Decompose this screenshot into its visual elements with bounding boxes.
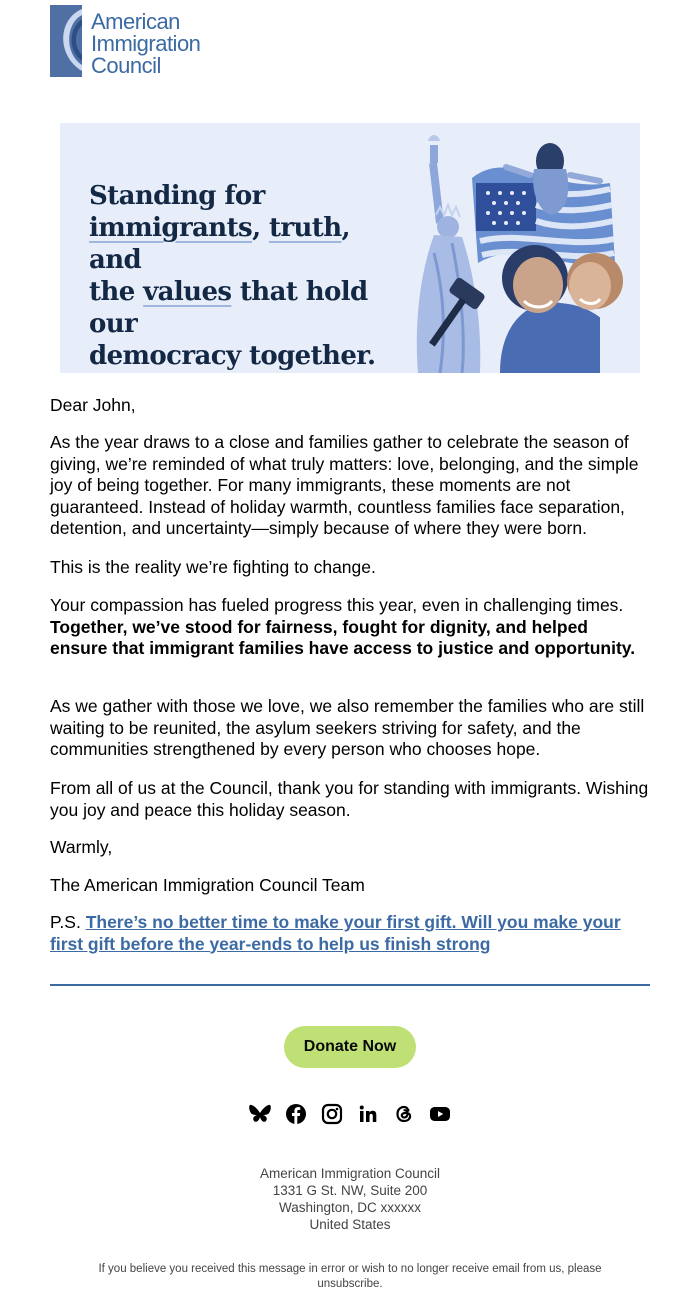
logo-line-2: Immigration: [91, 31, 201, 56]
postscript-prefix: P.S.: [50, 912, 86, 932]
instagram-icon[interactable]: [320, 1102, 344, 1126]
hero-banner: [60, 123, 640, 373]
postscript-donate-link[interactable]: There’s no better time to make your first gift. Will you make your first gift before the year-ends to help us finish strong: [50, 912, 621, 954]
address-city: Washington, DC xxxxxx: [278, 1200, 422, 1215]
paragraph-3-bold: Together, we’ve stood for fairness, fought for dignity, and helped ensure that immigrant families have access to justice and opportunity.: [50, 616, 636, 658]
logo[interactable]: [50, 5, 220, 79]
paragraph-5: From all of us at the Council, thank you for standing with immigrants. Wishing you joy and peace this holiday season.: [50, 778, 649, 820]
statue-illustration: [417, 135, 481, 373]
address-street: 1331 G St. NW, Suite 200: [272, 1183, 428, 1198]
hero-line-4: democracy together.: [89, 341, 376, 371]
paragraph-3-text: Your compassion has fueled progress this year, even in challenging times.: [50, 595, 624, 615]
greeting: Dear John,: [50, 395, 136, 415]
divider: [50, 984, 650, 986]
family-illustration: [500, 245, 633, 373]
threads-icon[interactable]: [392, 1102, 416, 1126]
hero-sep-1: ,: [252, 213, 269, 243]
paragraph-1: As the year draws to a close and families gather to celebrate the season of giving, we’re reminded of what truly matters: love, belonging, and the simple joy of being together. For many immigrants, these moments are not guaranteed. Instead of holiday warmth, countless families face separation, detention, and uncertainty—simply because of where they were born.: [50, 432, 639, 538]
paragraph-2: This is the reality we’re fighting to change.: [50, 557, 376, 577]
footer-note: [80, 1262, 620, 1291]
address-org: American Immigration Council: [259, 1166, 441, 1181]
mailing-address: [150, 1165, 550, 1233]
logo-line-1: American: [91, 9, 180, 34]
hero-word-immigrants: immigrants: [89, 213, 253, 243]
hero-line-1: Standing for: [89, 181, 265, 211]
signature: The American Immigration Council Team: [50, 875, 365, 895]
facebook-icon[interactable]: [284, 1102, 308, 1126]
hero-word-the: the: [89, 277, 144, 307]
hero-word-values: values: [143, 277, 232, 307]
footer-note-text: If you believe you received this message in error or wish to no longer receive email from us, please: [98, 1263, 602, 1275]
logo-mark-icon: [50, 5, 82, 77]
unsubscribe-link[interactable]: unsubscribe: [317, 1277, 380, 1290]
hero-sep-2: , and: [89, 213, 350, 275]
donate-now-button[interactable]: Donate Now: [284, 1026, 416, 1068]
postscript: [50, 912, 650, 955]
hero-illustration: [400, 123, 640, 373]
paragraph-4: As we gather with those we love, we also remember the families who are still waiting to be reunited, the asylum seekers striving for safety, and the communities strengthened by every person who chooses hope.: [50, 696, 645, 759]
social-links: [248, 1102, 452, 1128]
hero-word-truth: truth: [268, 213, 342, 243]
logo-wordmark: [91, 11, 200, 77]
bluesky-icon[interactable]: [248, 1102, 272, 1126]
hero-line-3: [89, 276, 409, 340]
hero-title: [89, 180, 409, 372]
youtube-icon[interactable]: [428, 1102, 452, 1126]
paragraph-3: [50, 595, 650, 660]
logo-line-3: Council: [91, 53, 161, 78]
linkedin-icon[interactable]: [356, 1102, 380, 1126]
signoff: Warmly,: [50, 837, 113, 857]
hero-line-3-rest: that hold our: [89, 277, 368, 339]
hero-line-2: [89, 212, 409, 276]
footer-note-suffix: .: [379, 1277, 383, 1290]
address-country: United States: [309, 1217, 391, 1232]
